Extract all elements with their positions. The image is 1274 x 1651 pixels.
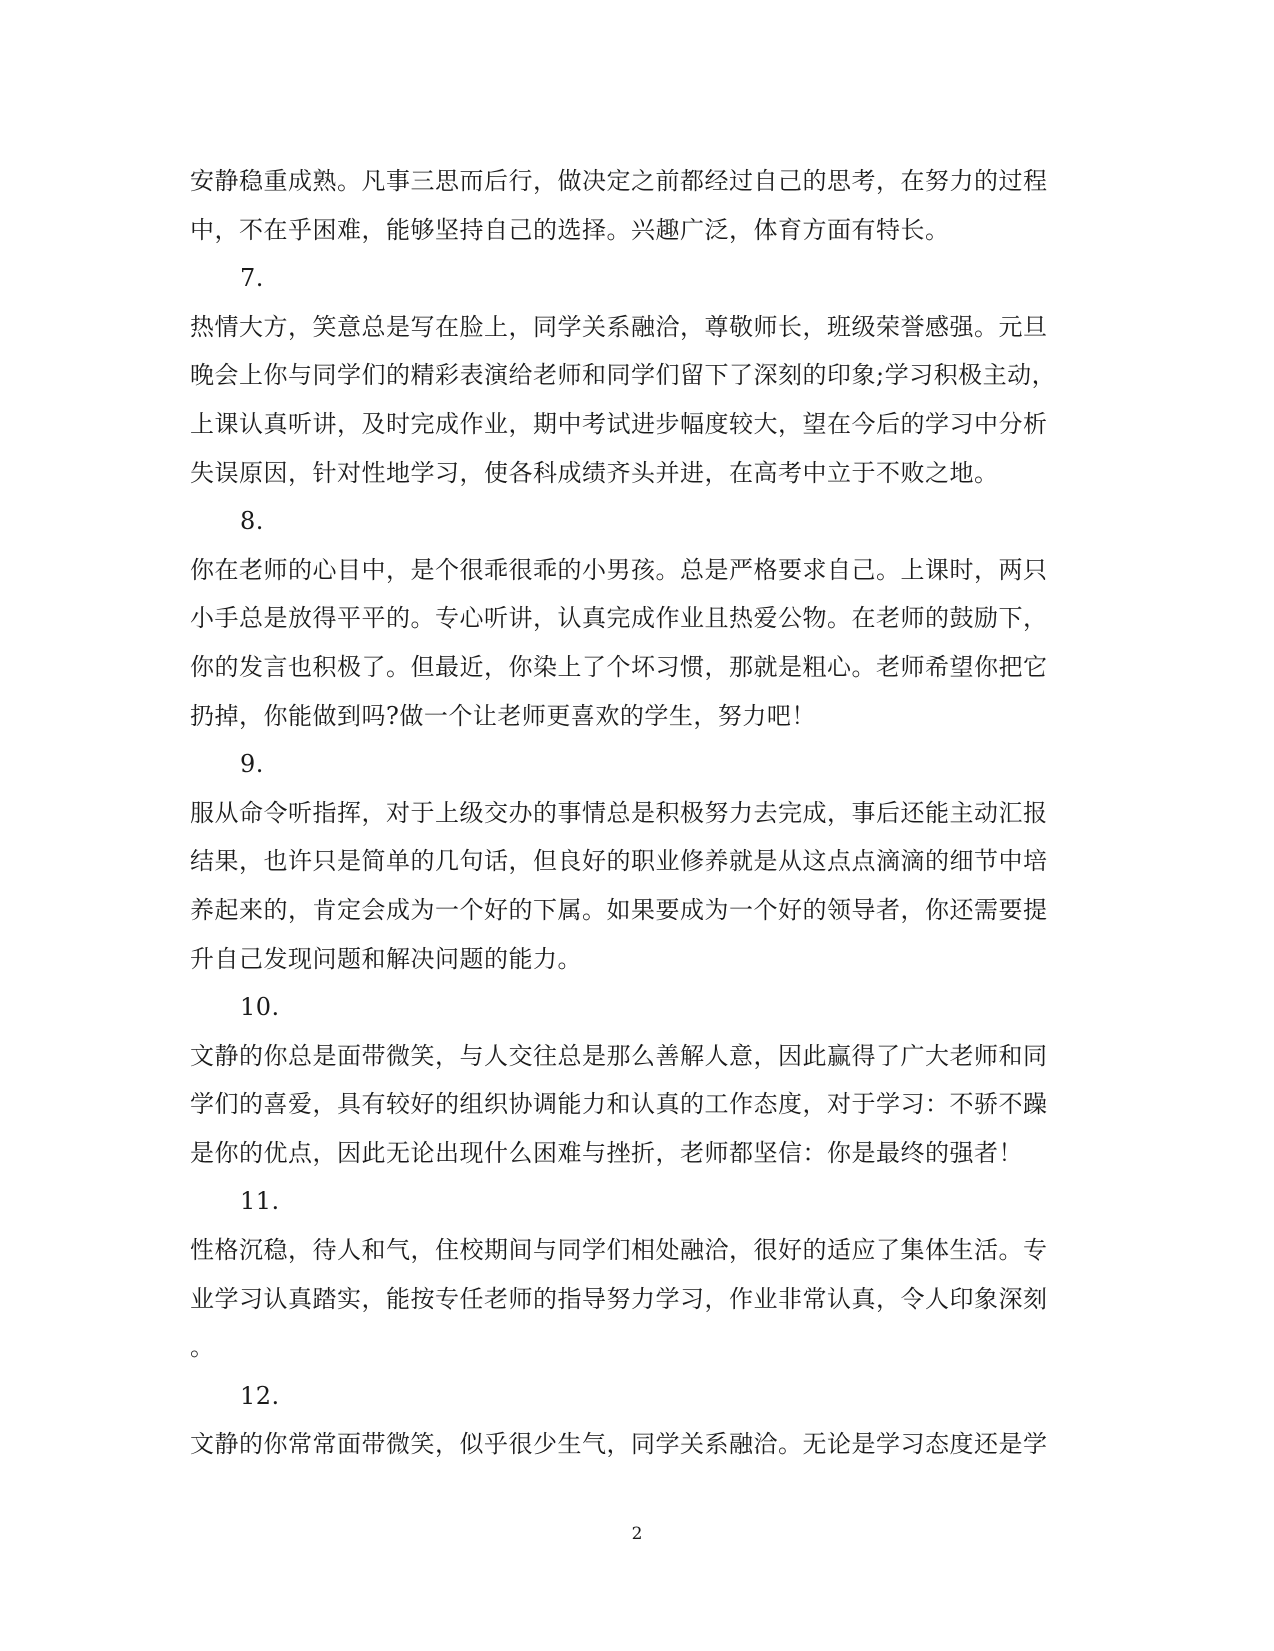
item-number: 11.: [240, 1187, 280, 1216]
text-line: 中，不在乎困难，能够坚持自己的选择。兴趣广泛，体育方面有特长。: [190, 215, 950, 244]
text-line: 失误原因，针对性地学习，使各科成绩齐头并进，在高考中立于不败之地。: [190, 458, 999, 487]
text-line: 文静的你总是面带微笑，与人交往总是那么善解人意，因此赢得了广大老师和同: [190, 1041, 1048, 1070]
item-number: 9.: [240, 750, 264, 779]
item-number: 7.: [240, 264, 264, 293]
text-line: 上课认真听讲，及时完成作业，期中考试进步幅度较大，望在今后的学习中分析: [190, 409, 1048, 438]
text-line: 你的发言也积极了。但最近，你染上了个坏习惯，那就是粗心。老师希望你把它: [190, 652, 1048, 681]
text-line: 养起来的，肯定会成为一个好的下属。如果要成为一个好的领导者，你还需要提: [190, 895, 1048, 924]
text-line: 升自己发现问题和解决问题的能力。: [190, 944, 582, 973]
text-line: 。: [190, 1333, 215, 1362]
text-line: 你在老师的心目中，是个很乖很乖的小男孩。总是严格要求自己。上课时，两只: [190, 555, 1048, 584]
text-line: 业学习认真踏实，能按专任老师的指导努力学习，作业非常认真，令人印象深刻: [190, 1284, 1048, 1313]
text-line: 安静稳重成熟。凡事三思而后行，做决定之前都经过自己的思考，在努力的过程: [190, 167, 1048, 195]
text-line: 热情大方，笑意总是写在脸上，同学关系融洽，尊敬师长，班级荣誉感强。元旦: [190, 312, 1048, 341]
text-line: 文静的你常常面带微笑，似乎很少生气，同学关系融洽。无论是学习态度还是学: [190, 1430, 1048, 1459]
item-number: 12.: [240, 1381, 280, 1410]
text-line: 小手总是放得平平的。专心听讲，认真完成作业且热爱公物。在老师的鼓励下，: [190, 604, 1048, 633]
page-number: 2: [631, 1524, 643, 1544]
text-line: 学们的喜爱，具有较好的组织协调能力和认真的工作态度，对于学习：不骄不躁: [190, 1090, 1048, 1119]
text-line: 服从命令听指挥，对于上级交办的事情总是积极努力去完成，事后还能主动汇报: [190, 798, 1048, 827]
text-line: 晚会上你与同学们的精彩表演给老师和同学们留下了深刻的印象;学习积极主动，: [190, 361, 1057, 390]
item-number: 10.: [240, 993, 280, 1022]
text-line: 扔掉，你能做到吗?做一个让老师更喜欢的学生，努力吧！: [190, 701, 816, 730]
text-line: 结果，也许只是简单的几句话，但良好的职业修养就是从这点点滴滴的细节中培: [190, 847, 1048, 876]
item-number: 8.: [240, 507, 264, 536]
document-body: [190, 157, 1070, 1469]
text-line: 是你的优点，因此无论出现什么困难与挫折，老师都坚信：你是最终的强者！: [190, 1138, 1023, 1167]
text-line: 性格沉稳，待人和气，住校期间与同学们相处融洽，很好的适应了集体生活。专: [190, 1236, 1048, 1265]
